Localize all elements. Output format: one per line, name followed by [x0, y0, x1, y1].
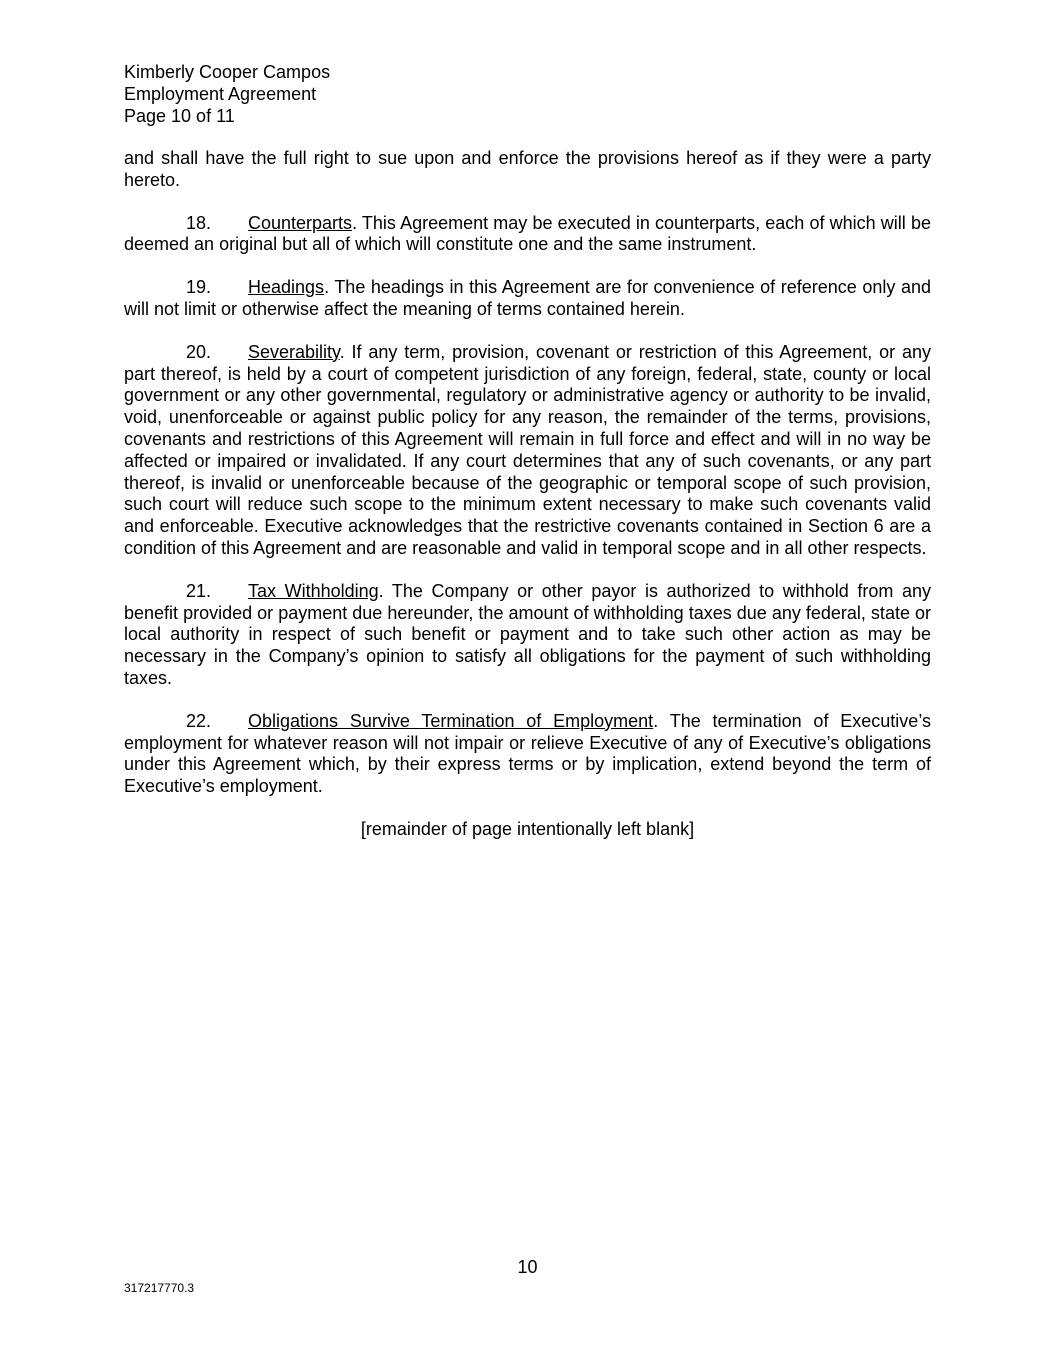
blank-note: [remainder of page intentionally left blank] — [360, 818, 695, 839]
section-text: . The headings in this Agreement are for convenience of reference only and will not limit or otherwise affect the meaning of terms contained herein. — [124, 277, 931, 319]
continuation-paragraph: and shall have the full right to sue upon and enforce the provisions hereof as if they were a party hereto. — [124, 148, 931, 190]
header-document-title: Employment Agreement — [124, 83, 317, 104]
section-heading: Counterparts — [248, 212, 353, 233]
section-number: 19. — [186, 277, 212, 298]
section-22-paragraph — [124, 711, 931, 798]
document-id: 317217770.3 — [124, 1281, 195, 1295]
section-number: 18. — [186, 212, 212, 233]
section-19-paragraph — [124, 277, 931, 321]
document-header — [124, 62, 624, 127]
section-number: 22. — [186, 710, 212, 731]
section-heading: Headings — [248, 277, 325, 298]
section-number: 20. — [186, 341, 212, 362]
section-text: . If any term, provision, covenant or restriction of this Agreement, or any part thereof, is held by a court of competent jurisdiction of any foreign, federal, state, county or local government or any other governmental, regulatory or administrative agency or authority to be invalid, void, unenforceable or against public policy for any reason, the remainder of the terms, provisions, covenants and restrictions of this Agreement will remain in full force and effect and will in no way be affected or impaired or invalidated. If any court determines that any of such covenants, or any part thereof, is invalid or unenforceable because of the geographic or temporal scope of such provision, such court will reduce such scope to the minimum extent necessary to make such covenants valid and enforceable. Executive acknowledges that the restrictive covenants contained in Section 6 are a condition of this Agreement and are reasonable and valid in temporal scope and in all other respects. — [124, 341, 931, 558]
document-body — [124, 148, 931, 841]
section-heading: Tax Withholding — [248, 580, 379, 601]
section-21-paragraph — [124, 581, 931, 690]
section-text: . This Agreement may be executed in counterparts, each of which will be deemed an original but all of which will constitute one and the same instrument. — [124, 212, 931, 255]
section-18-paragraph — [124, 213, 931, 257]
section-number: 21. — [186, 580, 212, 601]
header-name: Kimberly Cooper Campos — [124, 62, 331, 82]
section-text: . The Company or other payor is authorized to withhold from any benefit provided or payment due hereunder, the amount of withholding taxes due any federal, state or local authority in respect of such benefit or payment and to take such other action as may be necessary in the Company’s opinion to satisfy all obligations for the payment of such withholding taxes. — [124, 580, 931, 688]
section-heading: Obligations Survive Termination of Employment — [248, 710, 654, 731]
section-heading: Severability — [248, 341, 340, 362]
header-page-label: Page 10 of 11 — [124, 105, 235, 126]
section-20-paragraph — [124, 342, 931, 560]
page-number: 10 — [517, 1257, 538, 1277]
section-text: . The termination of Executive’s employment for whatever reason will not impair or relieve Executive of any of Executive’s obligations under this Agreement which, by their express terms or by implication, extend beyond the term of Executive’s employment. — [124, 710, 931, 797]
